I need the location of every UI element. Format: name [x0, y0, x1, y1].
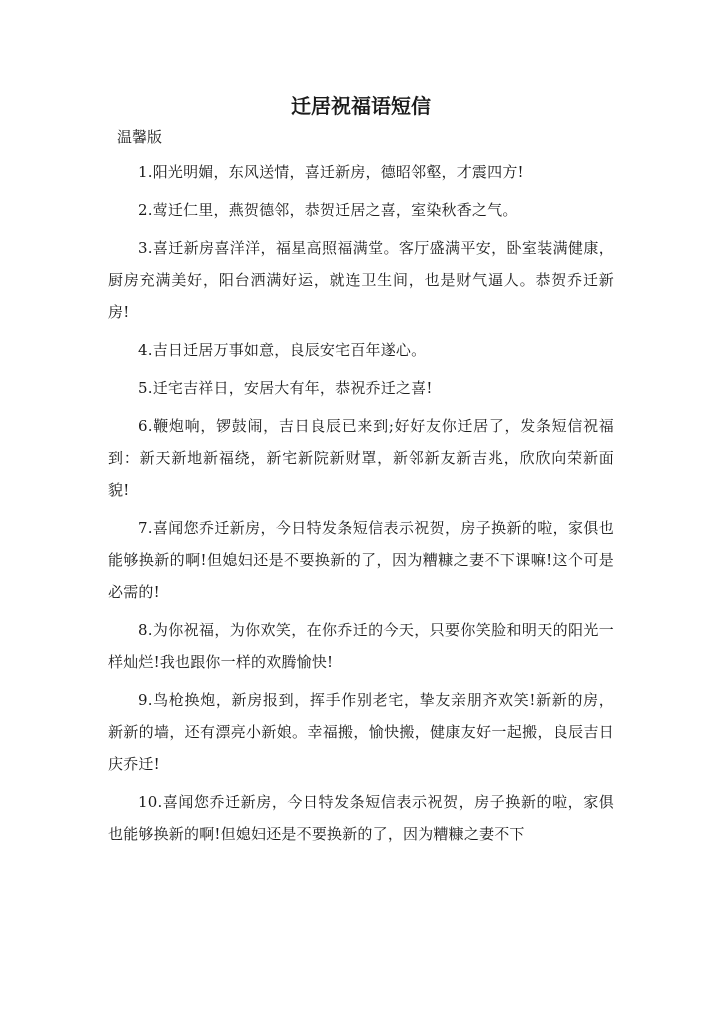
paragraph-3: 3.喜迁新房喜洋洋，福星高照福满堂。客厅盛满平安，卧室装满健康，厨房充满美好，阳台洒满好运，就连卫生间，也是财气逼人。恭贺乔迁新房!: [108, 239, 614, 321]
document-title: 迁居祝福语短信: [291, 94, 431, 118]
document-page: [108, 88, 614, 850]
paragraph-8: 8.为你祝福，为你欢笑，在你乔迁的今天，只要你笑脸和明天的阳光一样灿烂!我也跟你一样的欢腾愉快!: [108, 621, 614, 671]
paragraph-7: 7.喜闻您乔迁新房，今日特发条短信表示祝贺，房子换新的啦，家俱也能够换新的啊!但媳妇还是不要换新的了，因为糟糠之妻不下课嘛!这个可是必需的!: [108, 519, 614, 601]
paragraph-1: 1.阳光明媚，东风送情，喜迁新房，德昭邻壑，才震四方!: [138, 163, 524, 181]
document-subtitle: 温馨版: [117, 128, 163, 146]
paragraph-2: 2.莺迁仁里，燕贺德邻，恭贺迁居之喜，室染秋香之气。: [138, 201, 518, 219]
paragraph-9: 9.鸟枪换炮，新房报到，挥手作别老宅，挚友亲朋齐欢笑!新新的房，新新的墙，还有漂亮小新娘。幸福搬，愉快搬，健康友好一起搬，良辰吉日庆乔迁!: [108, 691, 614, 773]
paragraph-6: 6.鞭炮响，锣鼓闹，吉日良辰已来到;好好友你迁居了，发条短信祝福到：新天新地新福绕，新宅新院新财罩，新邻新友新吉兆，欣欣向荣新面貌!: [108, 417, 614, 499]
paragraph-10: 10.喜闻您乔迁新房，今日特发条短信表示祝贺，房子换新的啦，家俱也能够换新的啊!但媳妇还是不要换新的了，因为糟糠之妻不下: [108, 793, 614, 843]
paragraph-4: 4.吉日迁居万事如意，良辰安宅百年遂心。: [138, 341, 427, 359]
paragraph-5: 5.迁宅吉祥日，安居大有年，恭祝乔迁之喜!: [138, 379, 433, 397]
